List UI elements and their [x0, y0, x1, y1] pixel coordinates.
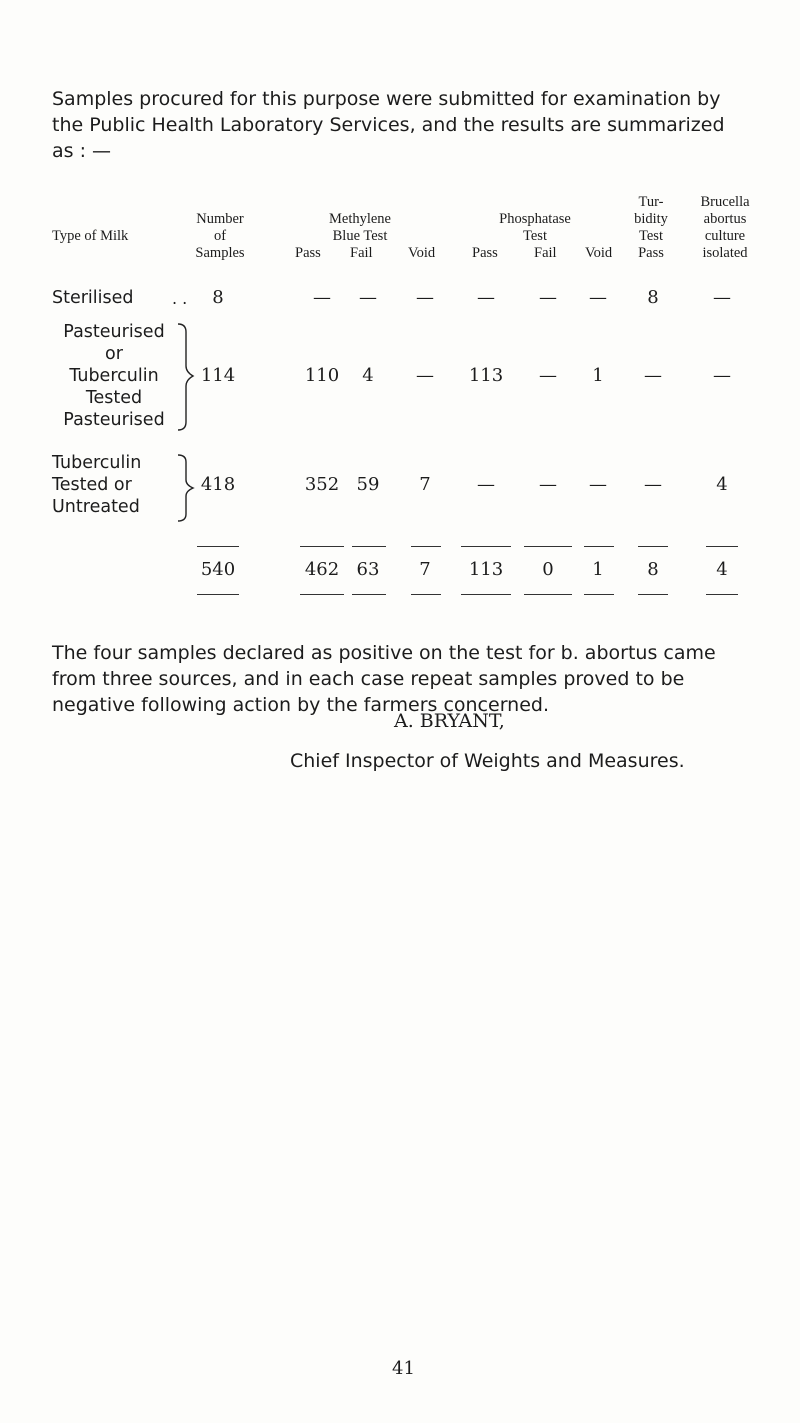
cell-brucella: — — [713, 365, 731, 386]
header-methylene-blue-test: Methylene Blue Test — [328, 211, 391, 244]
cell-ph-fail: — — [539, 474, 557, 495]
cell-turbidity: — — [644, 474, 662, 495]
header-phosphatase-void: Void — [585, 245, 613, 261]
cell-mb-pass: 110 — [304, 365, 340, 386]
row-label-sterilised: Sterilised — [52, 288, 134, 308]
cell-mb-fail: 4 — [362, 365, 374, 386]
header-phosphatase-fail: Fail — [534, 245, 557, 261]
cell-ph-pass: 113 — [468, 365, 504, 386]
total-mb-fail: 63 — [356, 559, 380, 580]
header-number-of-samples: Number of Samples — [195, 211, 245, 261]
cell-turbidity: 8 — [647, 287, 659, 308]
total-mb-void: 7 — [419, 559, 431, 580]
cell-samples: 114 — [200, 365, 236, 386]
row-label-pasteurised: Pasteurised or Tuberculin Tested Pasteurised — [63, 322, 165, 430]
header-turbidity-test: Tur- bidity Test Pass — [634, 194, 668, 261]
header-methylene-void: Void — [408, 245, 436, 261]
header-brucella-abortus: Brucella abortus culture isolated — [700, 194, 750, 261]
total-turbidity: 8 — [647, 559, 659, 580]
cell-mb-fail: — — [359, 287, 377, 308]
cell-mb-pass: 352 — [304, 474, 340, 495]
cell-turbidity: — — [644, 365, 662, 386]
header-methylene-fail: Fail — [350, 245, 373, 261]
cell-ph-pass: — — [477, 287, 495, 308]
cell-ph-void: — — [589, 287, 607, 308]
signature-name: A. BRYANT, — [394, 710, 505, 732]
cell-ph-fail: — — [539, 365, 557, 386]
page-number: 41 — [392, 1358, 415, 1379]
cell-mb-pass: — — [313, 287, 331, 308]
closing-paragraph: The four samples declared as positive on the test for b. abortus came from three sources, and in each case repeat samples proved to be negative following action by the farmers concerned. — [52, 642, 716, 716]
cell-ph-fail: — — [539, 287, 557, 308]
header-type-of-milk: Type of Milk — [52, 228, 129, 244]
cell-ph-pass: — — [477, 474, 495, 495]
cell-mb-void: — — [416, 287, 434, 308]
brace-icon — [172, 322, 196, 432]
cell-ph-void: — — [589, 474, 607, 495]
row-label-tuberculin-untreated: Tuberculin Tested or Untreated — [52, 453, 142, 517]
brace-icon — [172, 453, 196, 523]
intro-paragraph: Samples procured for this purpose were submitted for examination by the Public Health Laboratory Services, and the results are summarized as : — — [52, 88, 725, 162]
cell-brucella: 4 — [716, 474, 728, 495]
header-phosphatase-pass: Pass — [472, 245, 498, 261]
cell-samples: 8 — [212, 287, 224, 308]
row-leader-dots: . . — [172, 289, 188, 308]
cell-samples: 418 — [200, 474, 236, 495]
header-phosphatase-test: Phosphatase Test — [499, 211, 571, 244]
cell-mb-fail: 59 — [356, 474, 380, 495]
signature-title: Chief Inspector of Weights and Measures. — [290, 750, 685, 772]
total-ph-void: 1 — [592, 559, 604, 580]
header-methylene-pass: Pass — [295, 245, 321, 261]
cell-ph-void: 1 — [592, 365, 604, 386]
cell-brucella: — — [713, 287, 731, 308]
cell-mb-void: — — [416, 365, 434, 386]
total-ph-fail: 0 — [542, 559, 554, 580]
total-ph-pass: 113 — [468, 559, 504, 580]
cell-mb-void: 7 — [419, 474, 431, 495]
total-brucella: 4 — [716, 559, 728, 580]
total-mb-pass: 462 — [304, 559, 340, 580]
total-samples: 540 — [200, 559, 236, 580]
